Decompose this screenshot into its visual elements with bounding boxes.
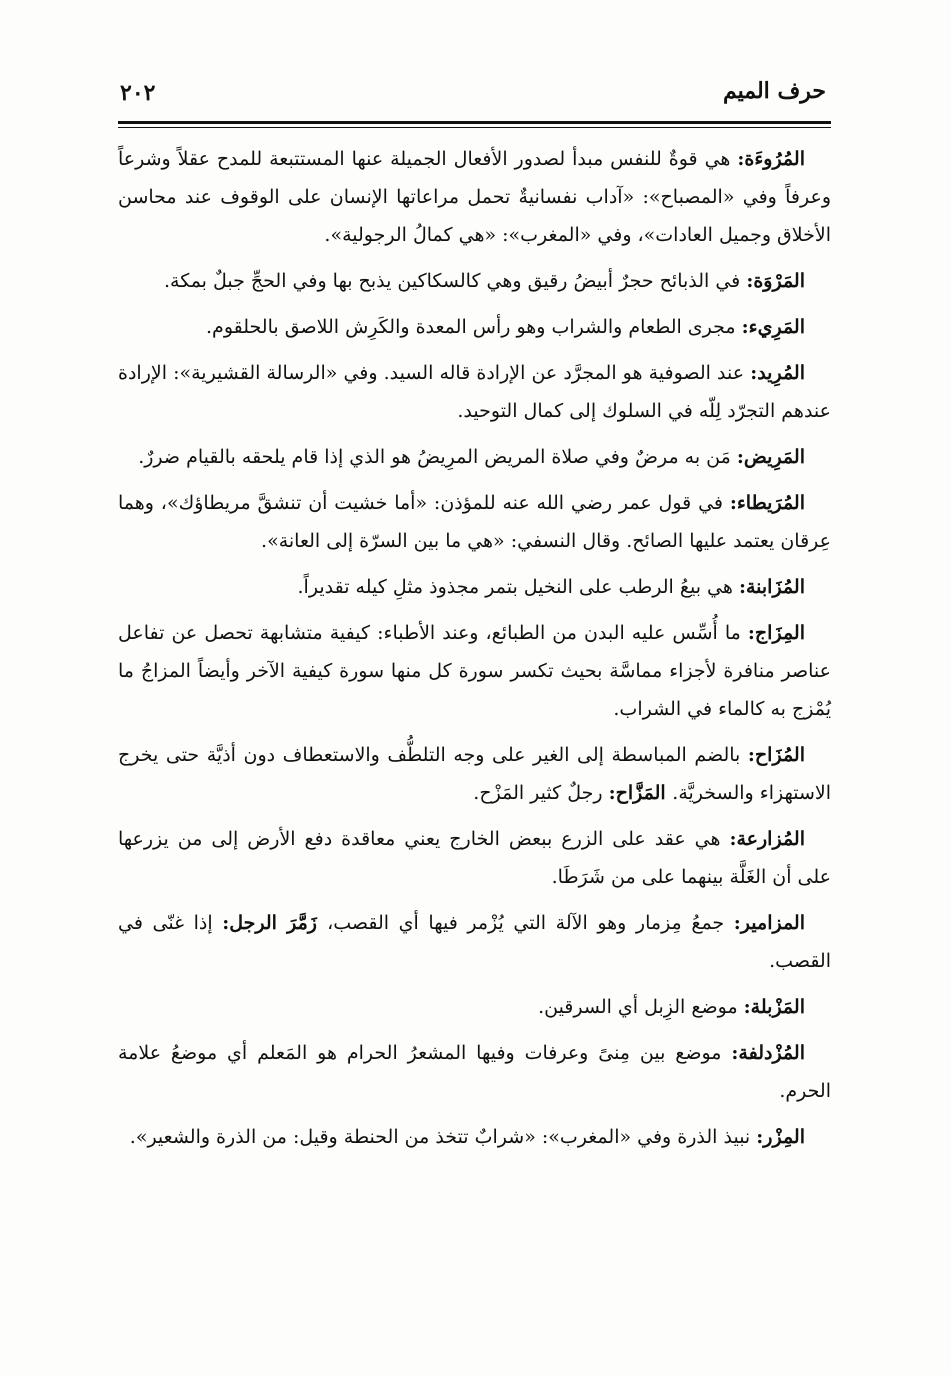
entry-term: المُرَيطاء: (729, 492, 805, 514)
entry-text: موضع الزِبل أي السرقين. (538, 996, 744, 1018)
entry-text: مجرى الطعام والشراب وهو رأس المعدة والكَرِش اللاصق بالحلقوم. (206, 316, 742, 338)
entry-subtext: رجلٌ كثير المَزْح. (473, 782, 609, 804)
entry-subterm: المَزَّاح: (608, 782, 673, 804)
entry-term: المُزارعة: (729, 828, 805, 850)
entry-text: بالضم المباسطة إلى الغير على وجه التلطُّف والاستعطاف دون أذيَّة حتى يخرج الاستهزاء والسخريَّة. (118, 744, 831, 804)
entry-text: في قول عمر رضي الله عنه للمؤذن: «أما خشيت أن تنشقَّ مريطاؤك»، وهما عِرقان يعتمد عليها الصائح. وقال النسفي: «هي ما بين السرّة إلى العانة». (118, 492, 831, 552)
header-rule-thick (118, 121, 831, 124)
entry-term: المُرِيد: (750, 362, 805, 384)
entry-text: ما أُسِّس عليه البدن من الطبائع، وعند الأطباء: كيفية متشابهة تحصل عن تفاعل عناصر منافرة لأجزاء مماسَّة بحيث تكسر سورة كل منها سورة كيفية الآخر وأيضاً المزاجُ ما يُمْزج به كالماء في الشراب. (118, 622, 831, 720)
running-title: حرف الميم (722, 78, 826, 104)
entry-term: المزامير: (733, 912, 806, 934)
entry-murid (118, 354, 831, 430)
entry-mizaj (118, 614, 831, 728)
entry-text: هي عقد على الزرع ببعض الخارج يعني معاقدة دفع الأرض إلى من يزرعها على أن الغَلَّة بينهما على من شَرَطَا. (118, 828, 831, 888)
entry-text: مَن به مرضٌ وفي صلاة المريض المرِيضُ هو الذي إذا قام يلحقه بالقيام ضررٌ. (138, 446, 737, 468)
entry-term: المُرُوءَة: (737, 148, 805, 170)
page-header (120, 78, 826, 118)
page-number: ٢٠٢ (120, 80, 156, 106)
entry-muzah (118, 736, 831, 812)
entry-text: في الذبائح حجرٌ أبيضُ رقيق وهي كالسكاكين يذبح بها وفي الحجِّ جبلٌ بمكة. (163, 270, 747, 292)
entry-subtext: إذا غنّى في القصب. (118, 912, 831, 972)
entry-term: المُزْدلفة: (731, 1042, 805, 1064)
dictionary-body (118, 140, 831, 1164)
entry-text: هي بيعُ الرطب على النخيل بتمر مجذوذ مثلِ كيله تقديراً. (297, 576, 739, 598)
entry-marwah (118, 262, 831, 300)
entry-muruah (118, 140, 831, 254)
entry-term: المِزَاج: (747, 622, 805, 644)
entry-text: موضع بين مِنىً وعرفات وفيها المشعرُ الحرام هو المَعلم أي موضعُ علامة الحرم. (118, 1042, 831, 1102)
entry-text: عند الصوفية هو المجرَّد عن الإرادة قاله السيد. وفي «الرسالة القشيرية»: الإرادة عندهم التجرّد لِلّه في السلوك إلى كمال التوحيد. (118, 362, 831, 422)
entry-muzdalifah (118, 1034, 831, 1110)
entry-text: نبيذ الذرة وفي «المغرب»: «شرابٌ تتخذ من الحنطة وقيل: من الذرة والشعير». (129, 1126, 757, 1148)
entry-muraytaa (118, 484, 831, 560)
header-rule-thin (118, 127, 831, 128)
entry-term: المَرِيض: (736, 446, 805, 468)
entry-muzabanah (118, 568, 831, 606)
entry-text: جمعُ مِزمار وهو الآلة التي يُزْمر فيها أي القصب، (327, 912, 734, 934)
entry-mazamir (118, 904, 831, 980)
entry-term: المِزْر: (756, 1126, 805, 1148)
entry-mari (118, 308, 831, 346)
entry-term: المَرِيء: (741, 316, 805, 338)
entry-term: المُزَاح: (747, 744, 805, 766)
entry-subterm: زَمَّرَ الرجل: (222, 912, 328, 934)
entry-term: المُزَابنة: (738, 576, 805, 598)
entry-muzaraah (118, 820, 831, 896)
entry-mizr (118, 1118, 831, 1156)
entry-mazbalah (118, 988, 831, 1026)
entry-term: المَرْوَة: (746, 270, 805, 292)
entry-term: المَزْبلة: (743, 996, 805, 1018)
entry-text: هي قوةٌ للنفس مبدأ لصدور الأفعال الجميلة عنها المستتبعة للمدح عقلاً وشرعاً وعرفاً وفي «المصباح»: «آداب نفسانيةٌ تحمل مراعاتها الإنسان على الوقوف عند محاسن الأخلاق وجميل العادات»، وفي «المغرب»: «هي كمالُ الرجولية». (118, 148, 831, 246)
entry-marid (118, 438, 831, 476)
